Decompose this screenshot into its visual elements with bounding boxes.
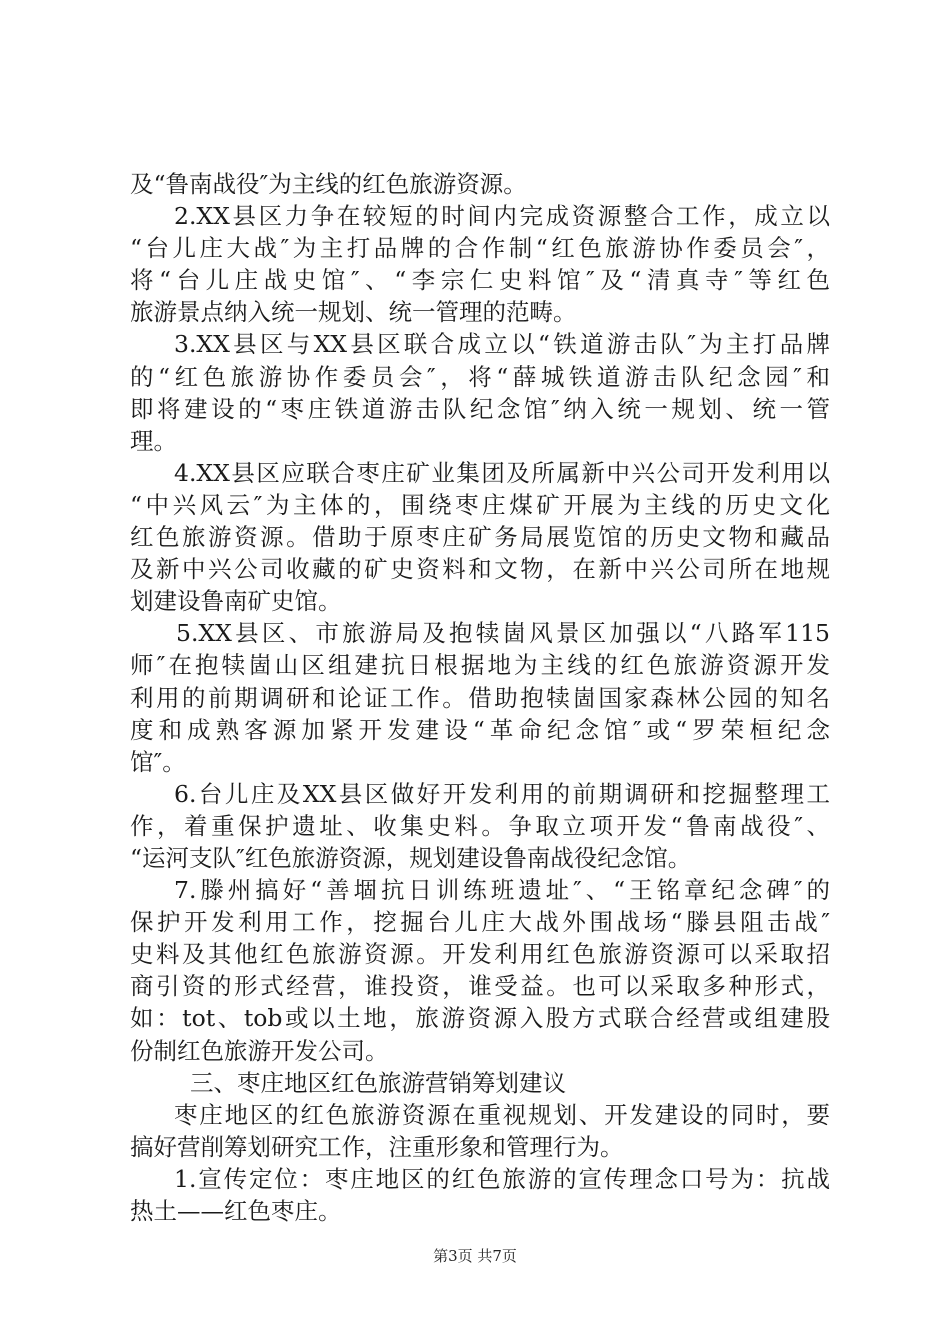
text-line: 热土——红色枣庄。 <box>130 1197 342 1225</box>
text-line: 5.XX县区、市旅游局及抱犊崮风景区加强以“八路军115 <box>176 619 830 648</box>
text-line: 即将建设的“枣庄铁道游击队纪念馆″纳入统一规划、统一管 <box>130 394 830 423</box>
text-line: “台儿庄大战″为主打品牌的合作制“红色旅游协作委员会″， <box>130 234 830 263</box>
text-line: 1.宣传定位：枣庄地区的红色旅游的宣传理念口号为：抗战 <box>174 1164 830 1193</box>
text-line: 理。 <box>130 426 177 455</box>
text-line: 商引资的形式经营，谁投资，谁受益。也可以采取多种形式， <box>130 972 830 1001</box>
text-line: 度和成熟客源加紧开发建设“革命纪念馆″或“罗荣桓纪念 <box>130 715 830 744</box>
text-line: 2.XX县区力争在较短的时间内完成资源整合工作，成立以 <box>174 202 830 231</box>
text-line: 将“台儿庄战史馆″、“李宗仁史料馆″及“清真寺″等红色 <box>130 266 830 295</box>
text-line: 红色旅游资源。借助于原枣庄矿务局展览馆的历史文物和藏品 <box>130 523 830 552</box>
page-footer: 第3页 共7页 <box>433 1247 517 1265</box>
text-line: 史料及其他红色旅游资源。开发利用红色旅游资源可以采取招 <box>130 940 830 969</box>
text-line: 的“红色旅游协作委员会″，将“薛城铁道游击队纪念园″和 <box>130 362 830 391</box>
text-line: 份制红色旅游开发公司。 <box>130 1036 389 1065</box>
text-line: 搞好营削筹划研究工作，注重形象和管理行为。 <box>130 1132 624 1161</box>
text-line: “中兴风云″为主体的，围绕枣庄煤矿开展为主线的历史文化 <box>130 490 830 519</box>
text-line: 师″在抱犊崮山区组建抗日根据地为主线的红色旅游资源开发 <box>130 651 830 680</box>
text-line: 及“鲁南战役″为主线的红色旅游资源。 <box>130 170 527 198</box>
text-line: 枣庄地区的红色旅游资源在重视规划、开发建设的同时，要 <box>174 1100 830 1129</box>
text-line: 三、枣庄地区红色旅游营销筹划建议 <box>190 1068 566 1097</box>
text-line: 作，着重保护遗址、收集史料。争取立项开发“鲁南战役″、 <box>130 811 830 840</box>
text-line: 及新中兴公司收藏的矿史资料和文物，在新中兴公司所在地规 <box>130 555 830 584</box>
text-line: 利用的前期调研和论证工作。借助抱犊崮国家森林公园的知名 <box>130 683 830 712</box>
text-line: 馆″。 <box>130 747 186 776</box>
document-body <box>130 168 830 1227</box>
text-line: 如：tot、tob或以土地，旅游资源入股方式联合经营或组建股 <box>130 1004 830 1033</box>
text-line: 6.台儿庄及XX县区做好开发利用的前期调研和挖掘整理工 <box>174 779 830 808</box>
text-line: 旅游景点纳入统一规划、统一管理的范畴。 <box>130 298 577 327</box>
text-line: “运河支队″红色旅游资源，规划建设鲁南战役纪念馆。 <box>130 843 692 872</box>
text-line: 7.滕州搞好“善堌抗日训练班遗址″、“王铭章纪念碑″的 <box>174 876 830 905</box>
text-line: 划建设鲁南矿史馆。 <box>130 587 342 616</box>
text-line: 3.XX县区与XX县区联合成立以“铁道游击队″为主打品牌 <box>174 330 830 359</box>
text-line: 保护开发利用工作，挖掘台儿庄大战外围战场“滕县阻击战″ <box>130 908 830 937</box>
text-line: 4.XX县区应联合枣庄矿业集团及所属新中兴公司开发利用以 <box>174 458 830 487</box>
